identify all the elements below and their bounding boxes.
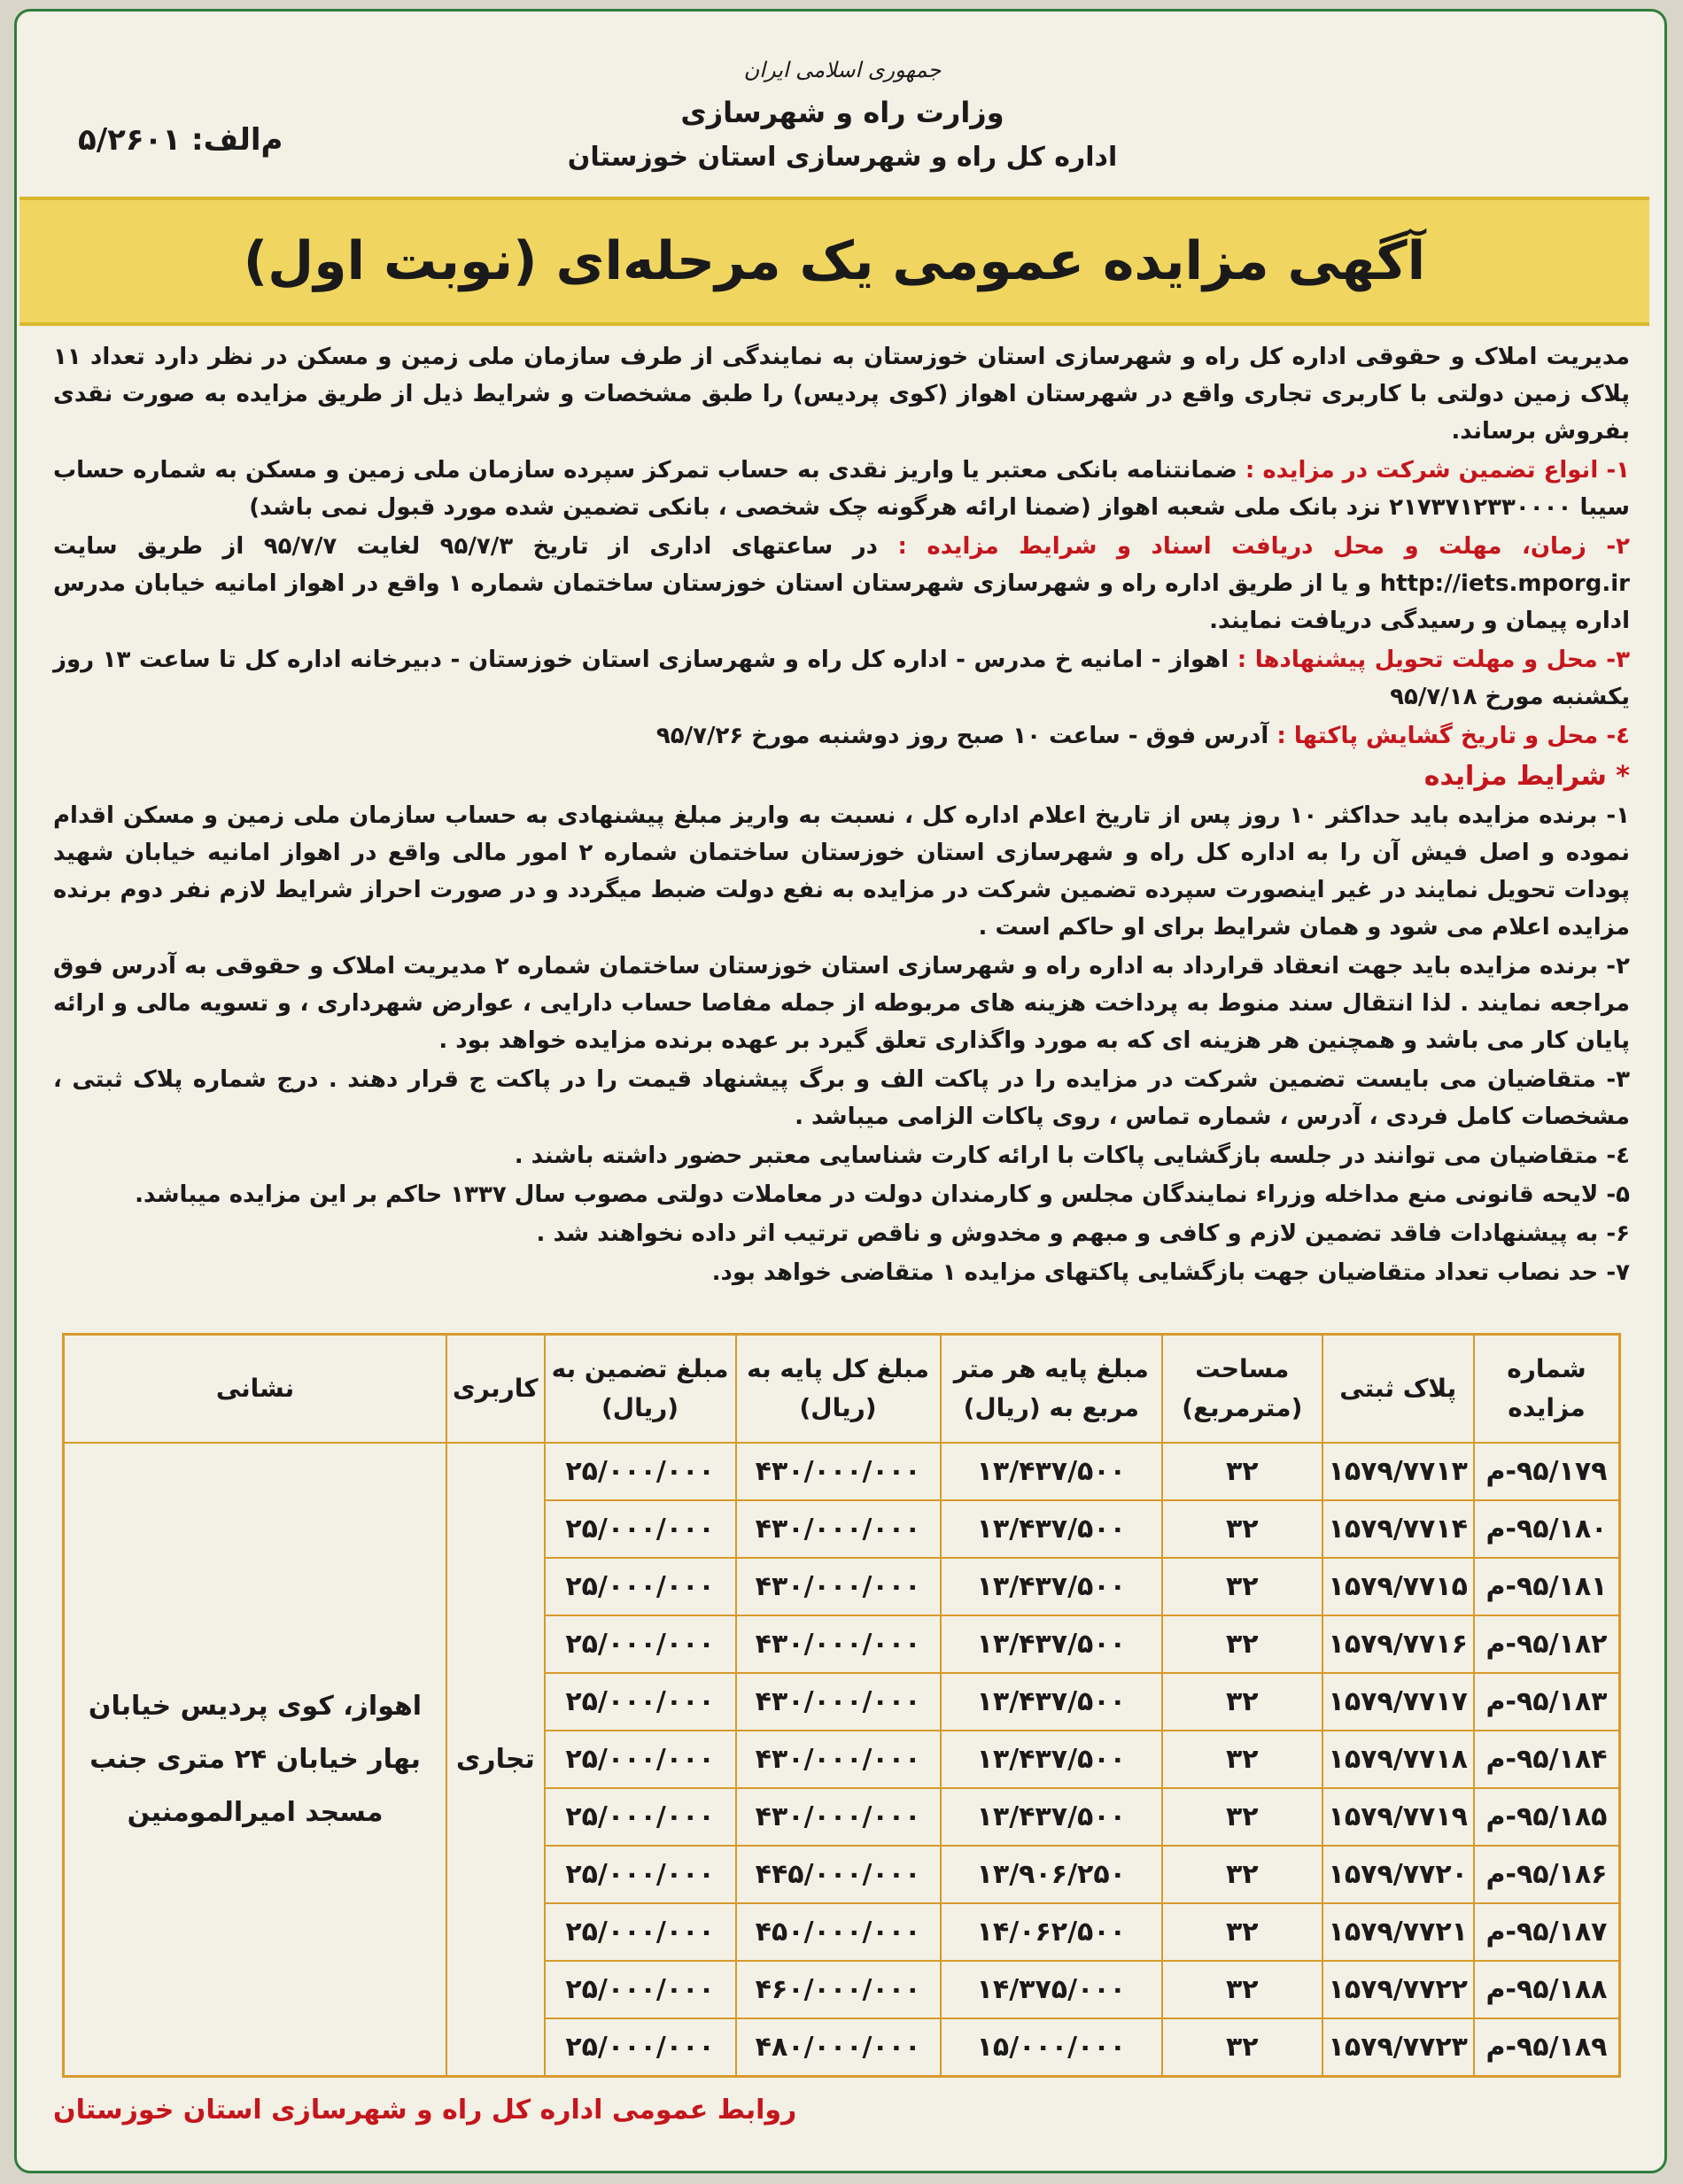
condition-3: ۳- متقاضیان می بایست تضمین شرکت در مزایده را در پاکت الف و برگ پیشنهاد قیمت را در پاکت ج قرار دهند . درج شماره پلاک ثبتی ، مشخصات کامل فردی ، آدرس ، شماره تماس ، روی پاکات الزامی میباشد . <box>53 1066 1630 1130</box>
condition-6: ۶- به پیشنهادات فاقد تضمین لازم و کافی و مبهم و مخدوش و ناقص ترتیب اثر داده نخواهند شد . <box>536 1220 1630 1247</box>
guarantee-amount-cell: ۲۵/۰۰۰/۰۰۰ <box>545 1903 736 1961</box>
guarantee-amount-cell: ۲۵/۰۰۰/۰۰۰ <box>545 2018 736 2077</box>
col-total-base-price: مبلغ کل پایه به (ریال) <box>736 1335 941 1444</box>
registry-plate-cell: ۱۵۷۹/۷۷۲۲ <box>1322 1961 1474 2018</box>
base-price-per-m2-cell: ۱۴/۰۶۲/۵۰۰ <box>941 1903 1162 1961</box>
guarantee-amount-cell: ۲۵/۰۰۰/۰۰۰ <box>545 1558 736 1615</box>
total-base-price-cell: ۴۴۵/۰۰۰/۰۰۰ <box>736 1846 941 1903</box>
total-base-price-cell: ۴۸۰/۰۰۰/۰۰۰ <box>736 2018 941 2077</box>
auction-table <box>62 1333 1621 2078</box>
registry-plate-cell: ۱۵۷۹/۷۷۲۳ <box>1322 2018 1474 2077</box>
footer-public-relations: روابط عمومی اداره کل راه و شهرسازی استان خوزستان <box>53 2095 797 2126</box>
item-4-heading: ٤- محل و تاریخ گشایش پاکتها : <box>1276 723 1630 749</box>
auction-number-cell: ۹۵/۱۸۶-م <box>1474 1846 1620 1903</box>
area-cell: ۳۲ <box>1162 2018 1322 2077</box>
total-base-price-cell: ۴۵۰/۰۰۰/۰۰۰ <box>736 1903 941 1961</box>
reference-number: م‌الف: ۵/۲۶۰۱ <box>78 122 283 158</box>
item-4-text: آدرس فوق - ساعت ۱۰ صبح روز دوشنبه مورخ ۹۵/۷/۲۶ <box>655 723 1269 749</box>
auction-number-cell: ۹۵/۱۸۱-م <box>1474 1558 1620 1615</box>
condition-5: ۵- لایحه قانونی منع مداخله وزراء نمایندگان مجلس و کارمندان دولت در معاملات دولتی مصوب سال ۱۳۳۷ حاکم بر این مزایده میباشد. <box>135 1181 1630 1208</box>
base-price-per-m2-cell: ۱۳/۴۳۷/۵۰۰ <box>941 1673 1162 1731</box>
total-base-price-cell: ۴۳۰/۰۰۰/۰۰۰ <box>736 1558 941 1615</box>
guarantee-amount-cell: ۲۵/۰۰۰/۰۰۰ <box>545 1443 736 1500</box>
address-cell: اهواز، کوی پردیس خیابان بهار خیابان ۲۴ متری جنب مسجد امیرالمومنین <box>64 1443 447 2077</box>
title-band <box>19 197 1649 326</box>
total-base-price-cell: ۴۳۰/۰۰۰/۰۰۰ <box>736 1615 941 1673</box>
auction-number-cell: ۹۵/۱۸۸-م <box>1474 1961 1620 2018</box>
col-registry-plate: پلاک ثبتی <box>1322 1335 1474 1444</box>
registry-plate-cell: ۱۵۷۹/۷۷۱۹ <box>1322 1788 1474 1846</box>
total-base-price-cell: ۴۶۰/۰۰۰/۰۰۰ <box>736 1961 941 2018</box>
col-base-price-per-m2: مبلغ پایه هر متر مربع به (ریال) <box>941 1335 1162 1444</box>
base-price-per-m2-cell: ۱۳/۴۳۷/۵۰۰ <box>941 1788 1162 1846</box>
republic-emblem-text: جمهوری اسلامی ایران <box>743 58 942 82</box>
notice-body <box>53 338 1630 1293</box>
usage-cell: تجاری <box>446 1443 545 2077</box>
guarantee-amount-cell: ۲۵/۰۰۰/۰۰۰ <box>545 1500 736 1558</box>
base-price-per-m2-cell: ۱۵/۰۰۰/۰۰۰ <box>941 2018 1162 2077</box>
auction-number-cell: ۹۵/۱۸۷-م <box>1474 1903 1620 1961</box>
registry-plate-cell: ۱۵۷۹/۷۷۱۷ <box>1322 1673 1474 1731</box>
guarantee-amount-cell: ۲۵/۰۰۰/۰۰۰ <box>545 1846 736 1903</box>
condition-2: ۲- برنده مزایده باید جهت انعقاد قرارداد به اداره راه و شهرسازی استان خوزستان ساختمان شماره ۲ مدیریت املاک و حقوقی به آدرس فوق مراجعه نمایند . لذا انتقال سند منوط به پرداخت هزینه های مربوطه از جمله مفاصا حساب دارایی ، عوارض شهرداری ، و تسویه مالی و ارائه پایان کار می باشد و همچنین هر هزینه ای که به مورد واگذاری تعلق گیرد بر عهده برنده مزایده خواهد بود . <box>53 953 1630 1054</box>
intro-paragraph: مدیریت املاک و حقوقی اداره کل راه و شهرسازی استان خوزستان به نمایندگی از طرف سازمان ملی زمین و مسکن در نظر دارد تعداد ۱۱ پلاک زمین دولتی با کاربری تجاری واقع در شهرستان اهواز (کوی پردیس) را طبق مشخصات و شرایط ذیل از طریق مزایده به صورت نقدی بفروش برساند. <box>53 344 1630 445</box>
registry-plate-cell: ۱۵۷۹/۷۷۱۶ <box>1322 1615 1474 1673</box>
area-cell: ۳۲ <box>1162 1558 1322 1615</box>
col-usage: کاربری <box>446 1335 545 1444</box>
guarantee-amount-cell: ۲۵/۰۰۰/۰۰۰ <box>545 1673 736 1731</box>
col-address: نشانی <box>64 1335 447 1444</box>
base-price-per-m2-cell: ۱۳/۴۳۷/۵۰۰ <box>941 1731 1162 1788</box>
base-price-per-m2-cell: ۱۴/۳۷۵/۰۰۰ <box>941 1961 1162 2018</box>
item-1-text: ضمانتنامه بانکی معتبر یا واریز نقدی به حساب تمرکز سپرده سازمان ملی زمین و مسکن به شماره حساب سیبا ۲۱۷۳۷۱۲۳۳۰۰۰۰ نزد بانک ملی شعبه اهواز (ضمنا ارائه هرگونه چک شخصی ، بانکی تضمین شده مورد قبول نمی باشد) <box>53 457 1630 521</box>
auction-number-cell: ۹۵/۱۸۹-م <box>1474 2018 1620 2077</box>
ministry-name: وزارت راه و شهرسازی <box>680 96 1004 129</box>
item-1-heading: ۱- انواع تضمین شرکت در مزایده : <box>1245 457 1630 484</box>
col-guarantee-amount: مبلغ تضمین به (ریال) <box>545 1335 736 1444</box>
auction-number-cell: ۹۵/۱۷۹-م <box>1474 1443 1620 1500</box>
area-cell: ۳۲ <box>1162 1788 1322 1846</box>
area-cell: ۳۲ <box>1162 1961 1322 2018</box>
notice-header <box>25 18 1660 199</box>
registry-plate-cell: ۱۵۷۹/۷۷۱۴ <box>1322 1500 1474 1558</box>
base-price-per-m2-cell: ۱۳/۴۳۷/۵۰۰ <box>941 1443 1162 1500</box>
guarantee-amount-cell: ۲۵/۰۰۰/۰۰۰ <box>545 1788 736 1846</box>
col-area: مساحت (مترمربع) <box>1162 1335 1322 1444</box>
area-cell: ۳۲ <box>1162 1500 1322 1558</box>
auction-number-cell: ۹۵/۱۸۰-م <box>1474 1500 1620 1558</box>
registry-plate-cell: ۱۵۷۹/۷۷۲۱ <box>1322 1903 1474 1961</box>
item-3 <box>53 641 1630 716</box>
conditions-heading: * شرایط مزایده <box>1423 761 1630 792</box>
notice-title: آگهی مزایده عمومی یک مرحله‌ای (نوبت اول) <box>243 230 1426 292</box>
item-2 <box>53 528 1630 639</box>
col-auction-number: شماره مزایده <box>1474 1335 1620 1444</box>
item-1 <box>53 452 1630 526</box>
registry-plate-cell: ۱۵۷۹/۷۷۱۳ <box>1322 1443 1474 1500</box>
area-cell: ۳۲ <box>1162 1443 1322 1500</box>
auction-number-cell: ۹۵/۱۸۲-م <box>1474 1615 1620 1673</box>
registry-plate-cell: ۱۵۷۹/۷۷۱۵ <box>1322 1558 1474 1615</box>
registry-plate-cell: ۱۵۷۹/۷۷۲۰ <box>1322 1846 1474 1903</box>
auction-number-cell: ۹۵/۱۸۵-م <box>1474 1788 1620 1846</box>
table-header-row <box>64 1335 1620 1444</box>
total-base-price-cell: ۴۳۰/۰۰۰/۰۰۰ <box>736 1500 941 1558</box>
table-body <box>64 1443 1620 2077</box>
item-2-heading: ۲- زمان، مهلت و محل دریافت اسناد و شرایط مزایده : <box>897 533 1630 560</box>
item-4 <box>53 717 1630 755</box>
item-3-heading: ۳- محل و مهلت تحویل پیشنهادها : <box>1237 647 1630 673</box>
auction-number-cell: ۹۵/۱۸۳-م <box>1474 1673 1620 1731</box>
total-base-price-cell: ۴۳۰/۰۰۰/۰۰۰ <box>736 1788 941 1846</box>
total-base-price-cell: ۴۳۰/۰۰۰/۰۰۰ <box>736 1673 941 1731</box>
item-3-text: اهواز - امانیه خ مدرس - اداره کل راه و شهرسازی استان خوزستان - دبیرخانه اداره کل تا ساعت ۱۳ روز یکشنبه مورخ ۹۵/۷/۱۸ <box>53 647 1630 710</box>
condition-4: ٤- متقاضیان می توانند در جلسه بازگشایی پاکات با ارائه کارت شناسایی معتبر حضور داشته باشند . <box>514 1142 1630 1169</box>
area-cell: ۳۲ <box>1162 1615 1322 1673</box>
guarantee-amount-cell: ۲۵/۰۰۰/۰۰۰ <box>545 1731 736 1788</box>
total-base-price-cell: ۴۳۰/۰۰۰/۰۰۰ <box>736 1443 941 1500</box>
auction-number-cell: ۹۵/۱۸۴-م <box>1474 1731 1620 1788</box>
base-price-per-m2-cell: ۱۳/۹۰۶/۲۵۰ <box>941 1846 1162 1903</box>
base-price-per-m2-cell: ۱۳/۴۳۷/۵۰۰ <box>941 1615 1162 1673</box>
base-price-per-m2-cell: ۱۳/۴۳۷/۵۰۰ <box>941 1558 1162 1615</box>
condition-7: ۷- حد نصاب تعداد متقاضیان جهت بازگشایی پاکتهای مزایده ۱ متقاضی خواهد بود. <box>711 1259 1630 1286</box>
office-name: اداره کل راه و شهرسازی استان خوزستان <box>567 142 1118 173</box>
guarantee-amount-cell: ۲۵/۰۰۰/۰۰۰ <box>545 1615 736 1673</box>
base-price-per-m2-cell: ۱۳/۴۳۷/۵۰۰ <box>941 1500 1162 1558</box>
area-cell: ۳۲ <box>1162 1731 1322 1788</box>
area-cell: ۳۲ <box>1162 1903 1322 1961</box>
item-2-text: در ساعتهای اداری از تاریخ ۹۵/۷/۳ لغایت ۹۵/۷/۷ از طریق سایت http://iets.mporg.ir و یا از طریق اداره راه و شهرسازی شهرستان استان خوزستان ساختمان شماره ۱ واقع در اهواز امانیه خیابان مدرس اداره پیمان و رسیدگی دریافت نمایند. <box>53 533 1630 634</box>
total-base-price-cell: ۴۳۰/۰۰۰/۰۰۰ <box>736 1731 941 1788</box>
guarantee-amount-cell: ۲۵/۰۰۰/۰۰۰ <box>545 1961 736 2018</box>
registry-plate-cell: ۱۵۷۹/۷۷۱۸ <box>1322 1731 1474 1788</box>
condition-1: ۱- برنده مزایده باید حداکثر ۱۰ روز پس از تاریخ اعلام اداره کل ، نسبت به واریز مبلغ پیشنهادی به حساب سازمان ملی زمین و مسکن اقدام نموده و اصل فیش آن را به اداره کل راه و شهرسازی استان خوزستان ساختمان شماره ۲ امور مالی واقع در اهواز امانیه خیابان شهید پودات تحویل نمایند در غیر اینصورت سپرده تضمین شرکت در مزایده به نفع دولت ضبط میگردد و در صورت احراز شرایط لازم نفر دوم برنده مزایده اعلام می شود و همان شرایط برای او حاکم است . <box>53 802 1630 941</box>
area-cell: ۳۲ <box>1162 1673 1322 1731</box>
table-row <box>64 1443 1620 1500</box>
area-cell: ۳۲ <box>1162 1846 1322 1903</box>
